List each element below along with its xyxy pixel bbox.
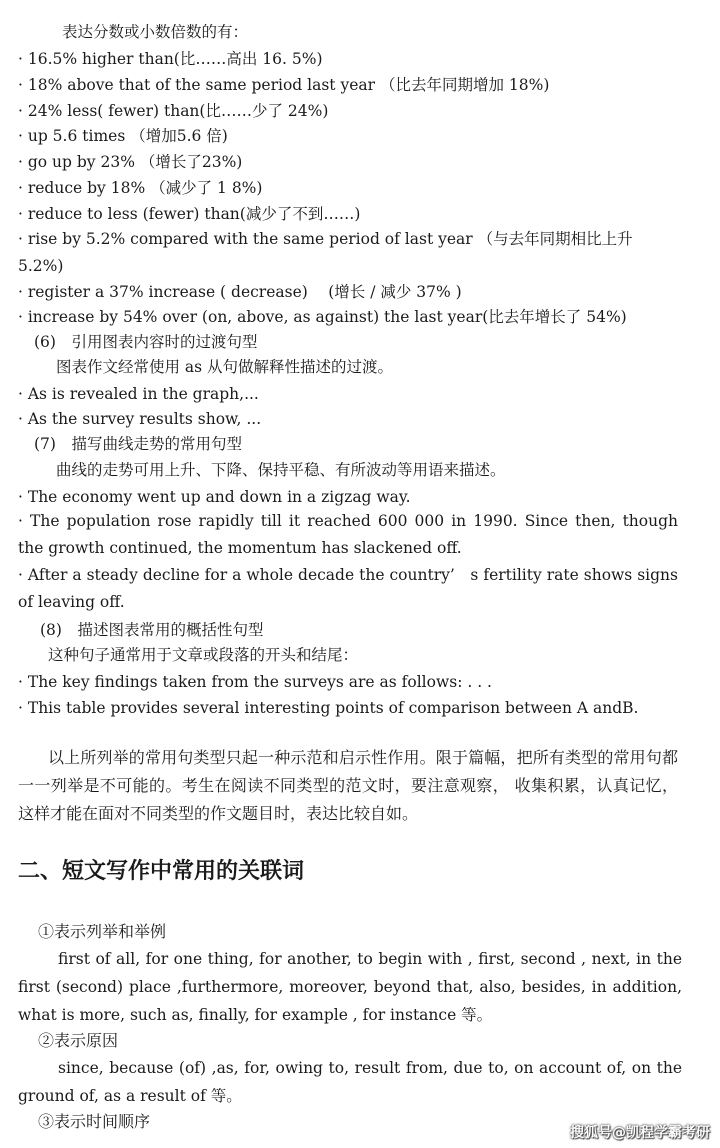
subsection-title: ①表示列举和举例: [38, 922, 167, 941]
subsection-title: ③表示时间顺序: [38, 1112, 151, 1131]
list-item: · increase by 54% over (on, above, as against) the last year(比去年增长了 54%): [18, 308, 627, 326]
list-item: · up 5.6 times （增加5.6 倍): [18, 127, 228, 145]
section-intro: 曲线的走势可用上升、下降、保持平稳、有所波动等用语来描述。: [56, 461, 506, 479]
list-item: · go up by 23% （增长了23%): [18, 153, 243, 171]
summary-paragraph: 以上所列举的常用句类型只起一种示范和启示性作用。限于篇幅，把所有类型的常用句都一一列举是不可能的。考生在阅读不同类型的范文时，要注意观察， 收集积累，认真记忆，这样才能在面对不同类型的作文题目时，表达比较自如。: [18, 748, 678, 823]
list-item: · reduce by 18% （减少了 1 8%): [18, 179, 263, 197]
list-item: · As the survey results show, ...: [18, 410, 262, 428]
section-intro: 这种句子通常用于文章或段落的开头和结尾：: [48, 646, 359, 664]
list-item: · 24% less( fewer) than(比……少了 24%): [18, 102, 329, 120]
list-item: · The population rose rapidly till it reached 600 000 in 1990. Since then, though the growth continued, the momentum has slackened off.: [18, 512, 678, 557]
subsection-body: first of all, for one thing, for another, to begin with , first, second , next, in the first (second) place ,furthermore, moreover, beyond that, also, besides, in addition, what is more, such as, finally, for example , for instance 等。: [18, 950, 682, 1024]
watermark-text: 搜狐号@凯程学霸考研: [570, 1125, 710, 1141]
section-title: 二、短文写作中常用的关联词: [18, 859, 305, 884]
list-item: · rise by 5.2% compared with the same period of last year （与去年同期相比上升 5.2%): [18, 230, 633, 275]
list-item: · As is revealed in the graph,...: [18, 385, 259, 403]
fraction-intro: 表达分数或小数倍数的有：: [62, 23, 249, 41]
list-item: · 16.5% higher than(比……高出 16. 5%): [18, 50, 323, 68]
section-heading-8: (8) 描述图表常用的概括性句型: [40, 621, 264, 639]
list-item: · The economy went up and down in a zigzag way.: [18, 488, 411, 506]
section-heading-6: (6) 引用图表内容时的过渡句型: [34, 333, 258, 351]
list-item: · This table provides several interesting points of comparison between A andB.: [18, 699, 639, 717]
list-item: · After a steady decline for a whole decade the country’ s fertility rate shows signs of leaving off.: [18, 566, 678, 611]
list-item: · The key findings taken from the surveys are as follows: . . .: [18, 673, 492, 691]
subsection-title: ②表示原因: [38, 1031, 119, 1050]
list-item: · reduce to less (fewer) than(减少了不到……): [18, 205, 361, 223]
list-item: · register a 37% increase ( decrease) (增长 / 减少 37% ): [18, 283, 462, 301]
list-item: · 18% above that of the same period last year （比去年同期增加 18%): [18, 76, 550, 94]
section-heading-7: (7) 描写曲线走势的常用句型: [34, 435, 242, 453]
section-intro: 图表作文经常使用 as 从句做解释性描述的过渡。: [56, 358, 394, 376]
subsection-body: since, because (of) ,as, for, owing to, result from, due to, on account of, on the ground of, as a result of 等。: [18, 1059, 682, 1105]
